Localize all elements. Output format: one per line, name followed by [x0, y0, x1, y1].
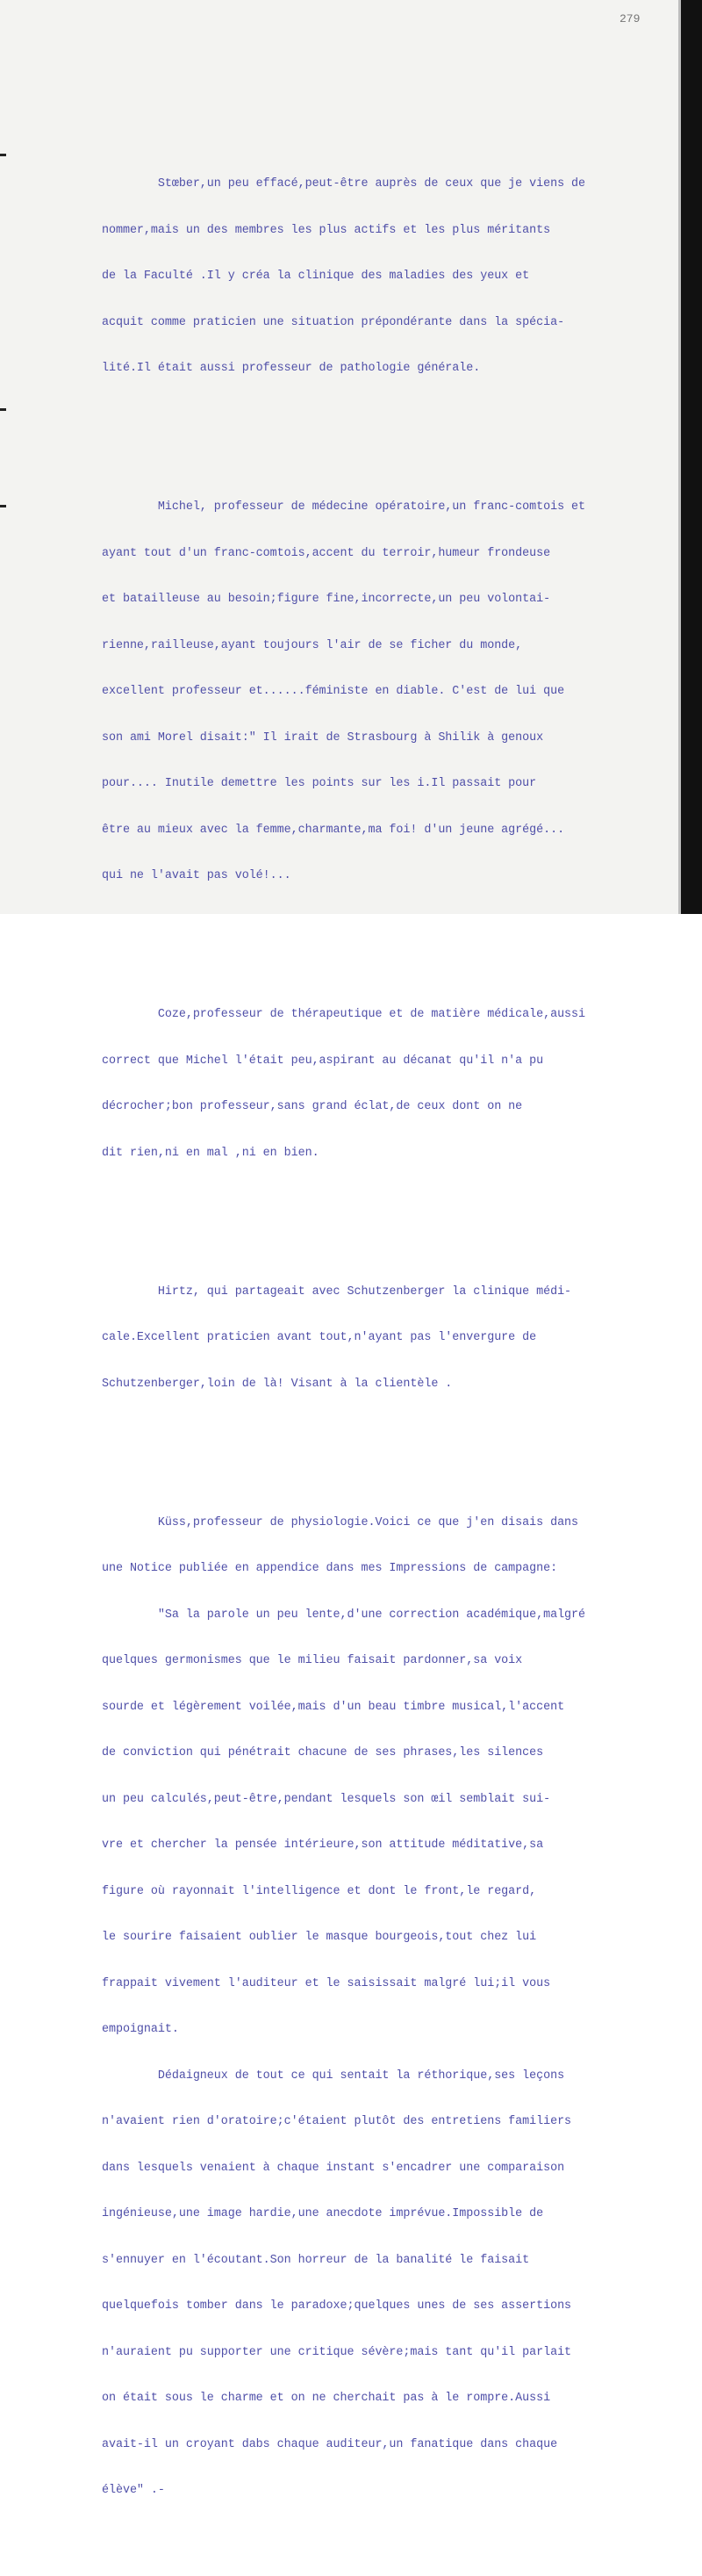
text-line: sourde et légèrement voilée,mais d'un beau timbre musical,l'accent — [102, 1700, 565, 1714]
text-line: dit rien,ni en mal ,ni en bien. — [102, 1146, 319, 1160]
text-line: élève" .- — [102, 2484, 165, 2497]
margin-mark — [0, 408, 6, 411]
margin-mark — [0, 505, 6, 507]
text-line: ayant tout d'un franc-comtois,accent du terroir,humeur frondeuse — [102, 546, 551, 560]
text-line: nommer,mais un des membres les plus actifs et les plus méritants — [102, 223, 551, 237]
text-line: cale.Excellent praticien avant tout,n'ayant pas l'envergure de — [102, 1331, 537, 1344]
text-line: ingénieuse,une image hardie,une anecdote imprévue.Impossible de — [102, 2207, 544, 2220]
text-line: le sourire faisaient oublier le masque bourgeois,tout chez lui — [102, 1931, 537, 1944]
paragraph-kuss — [102, 1485, 683, 2529]
text-line: empoignait. — [102, 2023, 179, 2036]
text-line: acquit comme praticien une situation prépondérante dans la spécia- — [102, 315, 565, 329]
text-line: Schutzenberger,loin de là! Visant à la clientèle . — [102, 1377, 453, 1391]
text-line: Küss,professeur de physiologie.Voici ce que j'en disais dans — [102, 1515, 579, 1529]
text-line: quelques germonismes que le milieu faisait pardonner,sa voix — [102, 1654, 523, 1667]
paragraph-coze — [102, 976, 683, 1191]
text-line: excellent professeur et......féministe en diable. C'est de lui que — [102, 685, 565, 698]
text-line: qui ne l'avait pas volé!... — [102, 869, 291, 882]
text-line: de la Faculté .Il y créa la clinique des maladies des yeux et — [102, 270, 530, 283]
text-line: être au mieux avec la femme,charmante,ma foi! d'un jeune agrégé... — [102, 823, 565, 837]
page-number: 279 — [620, 12, 641, 25]
text-line: de conviction qui pénétrait chacune de ses phrases,les silences — [102, 1746, 544, 1759]
text-line: rienne,railleuse,ayant toujours l'air de se ficher du monde, — [102, 638, 523, 652]
text-line: dans lesquels venaient à chaque instant s'encadrer une comparaison — [102, 2161, 565, 2175]
text-line: vre et chercher la pensée intérieure,son attitude méditative,sa — [102, 1838, 544, 1852]
text-line: correct que Michel l'était peu,aspirant au décanat qu'il n'a pu — [102, 1054, 544, 1068]
text-line: avait-il un croyant dabs chaque auditeur,un fanatique dans chaque — [102, 2437, 558, 2451]
text-line: n'avaient rien d'oratoire;c'étaient plutôt des entretiens familiers — [102, 2115, 572, 2128]
paragraph-stoeber — [102, 146, 683, 407]
text-line: Coze,professeur de thérapeutique et de matière médicale,aussi — [102, 1008, 586, 1021]
text-line: s'ennuyer en l'écoutant.Son horreur de la banalité le faisait — [102, 2253, 530, 2267]
text-line: lité.Il était aussi professeur de pathologie générale. — [102, 362, 481, 375]
text-line: on était sous le charme et on ne cherchait pas à le rompre.Aussi — [102, 2392, 551, 2405]
paragraph-michel — [102, 469, 683, 915]
scan-border — [681, 0, 702, 914]
text-line: Dédaigneux de tout ce qui sentait la réthorique,ses leçons — [102, 2069, 565, 2083]
text-line: n'auraient pu supporter une critique sévère;mais tant qu'il parlait — [102, 2345, 572, 2359]
text-line: Stœber,un peu effacé,peut-être auprès de ceux que je viens de — [102, 177, 586, 191]
text-line: décrocher;bon professeur,sans grand éclat,de ceux dont on ne — [102, 1100, 523, 1113]
text-line: Hirtz, qui partageait avec Schutzenberger la clinique médi- — [102, 1284, 572, 1299]
paragraph-hirtz — [102, 1254, 683, 1423]
text-line: "Sa la parole un peu lente,d'une correction académique,malgré — [102, 1608, 586, 1622]
text-line: frappait vivement l'auditeur et le saisissait malgré lui;il vous — [102, 1976, 551, 1990]
text-line: figure où rayonnait l'intelligence et dont le front,le regard, — [102, 1884, 537, 1898]
typed-text — [102, 115, 683, 2576]
text-line: quelquefois tomber dans le paradoxe;quelques unes de ses assertions — [102, 2299, 572, 2313]
text-line: une Notice publiée en appendice dans mes Impressions de campagne: — [102, 1562, 558, 1575]
margin-mark — [0, 154, 6, 156]
text-line: son ami Morel disait:" Il irait de Strasbourg à Shilik à genoux — [102, 730, 544, 745]
text-line: pour.... Inutile demettre les points sur les i.Il passait pour — [102, 777, 537, 790]
text-line: un peu calculés,peut-être,pendant lesquels son œil semblait sui- — [102, 1792, 551, 1806]
text-line: et batailleuse au besoin;figure fine,incorrecte,un peu volontai- — [102, 593, 551, 606]
text-line: Michel, professeur de médecine opératoire,un franc-comtois et — [102, 500, 586, 514]
